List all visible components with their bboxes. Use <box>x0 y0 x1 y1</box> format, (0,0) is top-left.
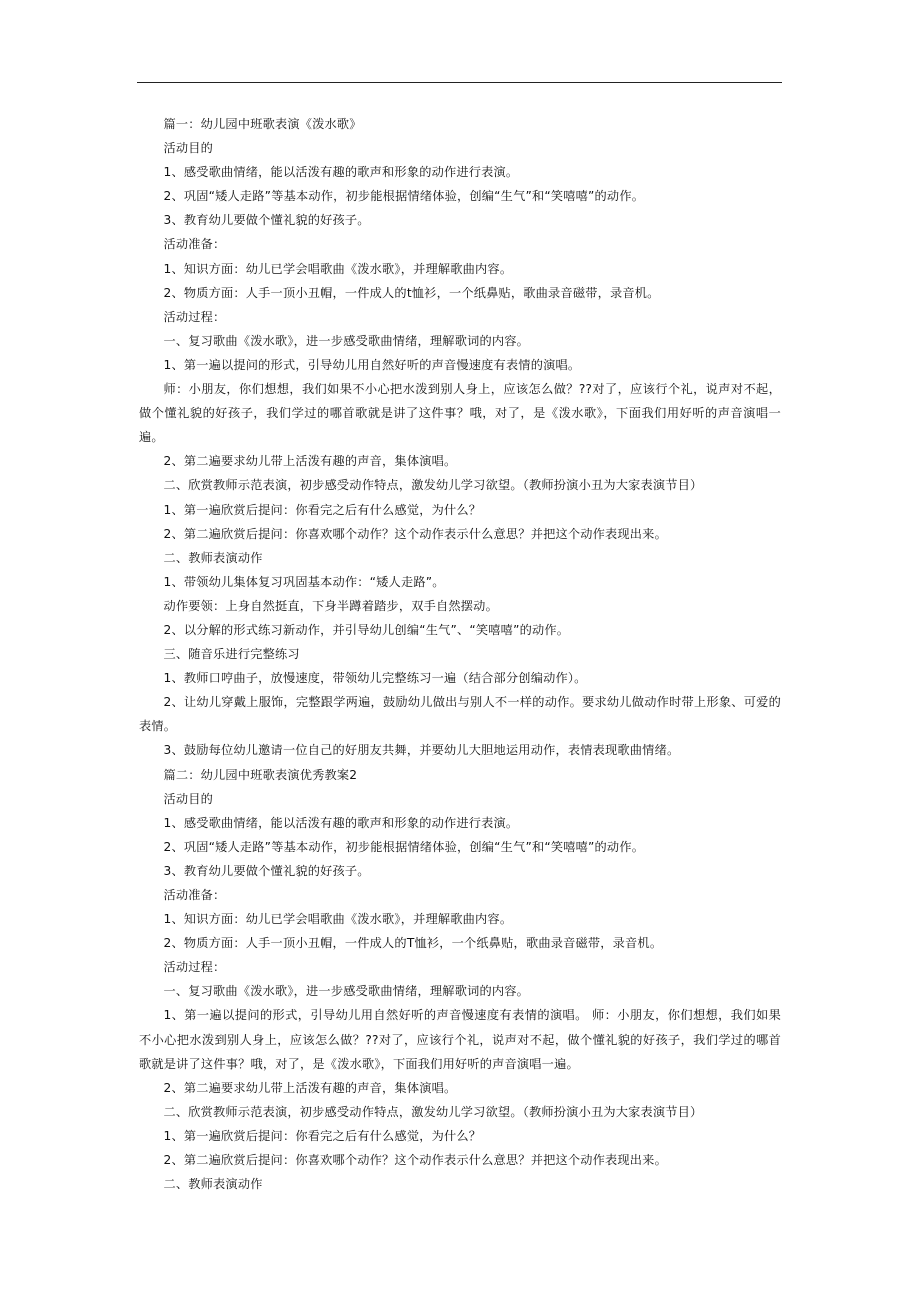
paragraph: 师：小朋友，你们想想，我们如果不小心把水泼到别人身上，应该怎么做？??对了，应该行个礼，说声对不起，做个懂礼貌的好孩子，我们学过的哪首歌就是讲了这件事？哦，对了，是《泼水歌》，下面我们用好听的声音演唱一遍。 <box>139 382 781 445</box>
paragraph: 篇一：幼儿园中班歌表演《泼水歌》 <box>163 117 362 131</box>
paragraph: 2、第二遍要求幼儿带上活泼有趣的声音，集体演唱。 <box>163 454 457 469</box>
paragraph: 1、知识方面：幼儿已学会唱歌曲《泼水歌》，并理解歌曲内容。 <box>163 912 513 927</box>
document-body <box>139 112 781 1196</box>
paragraph: 2、巩固“矮人走路”等基本动作，初步能根据情绪体验，创编“生气”和“笑嘻嘻”的动作。 <box>163 189 645 204</box>
paragraph: 2、物质方面：人手一顶小丑帽，一件成人的T恤衫，一个纸鼻贴，歌曲录音磁带，录音机。 <box>163 936 663 951</box>
paragraph: 活动目的 <box>163 141 214 156</box>
paragraph: 二、教师表演动作 <box>163 550 263 565</box>
paragraph: 2、物质方面：人手一顶小丑帽，一件成人的t恤衫，一个纸鼻贴，歌曲录音磁带，录音机。 <box>163 285 660 300</box>
paragraph: 活动过程： <box>163 309 226 324</box>
paragraph: 2、让幼儿穿戴上服饰，完整跟学两遍，鼓励幼儿做出与别人不一样的动作。要求幼儿做动作时带上形象、可爱的表情。 <box>139 695 781 734</box>
header-rule <box>137 82 782 83</box>
paragraph: 活动准备： <box>163 237 226 252</box>
paragraph: 1、感受歌曲情绪，能以活泼有趣的歌声和形象的动作进行表演。 <box>163 815 519 830</box>
paragraph: 动作要领：上身自然挺直，下身半蹲着踏步，双手自然摆动。 <box>163 598 498 613</box>
paragraph: 一、复习歌曲《泼水歌》，进一步感受歌曲情绪，理解歌词的内容。 <box>163 984 530 999</box>
paragraph: 1、第一遍以提问的形式，引导幼儿用自然好听的声音慢速度有表情的演唱。 师：小朋友，你们想想，我们如果不小心把水泼到别人身上，应该怎么做？??对了，应该行个礼，说声对不起，做个懂礼貌的好孩子，我们学过的哪首歌就是讲了这件事？哦，对了，是《泼水歌》，下面我们用好听的声音演唱一遍。 <box>139 1008 781 1071</box>
paragraph: 2、第二遍欣赏后提问：你喜欢哪个动作？这个动作表示什么意思？并把这个动作表现出来。 <box>163 526 667 541</box>
paragraph: 2、巩固“矮人走路”等基本动作，初步能根据情绪体验，创编“生气”和“笑嘻嘻”的动作。 <box>163 839 645 854</box>
paragraph: 2、第二遍欣赏后提问：你喜欢哪个动作？这个动作表示什么意思？并把这个动作表现出来。 <box>163 1153 667 1168</box>
paragraph: 二、教师表演动作 <box>163 1177 263 1192</box>
paragraph: 3、教育幼儿要做个懂礼貌的好孩子。 <box>163 213 370 228</box>
paragraph: 1、教师口哼曲子，放慢速度，带领幼儿完整练习一遍（结合部分创编动作）。 <box>163 671 587 686</box>
paragraph: 一、复习歌曲《泼水歌》，进一步感受歌曲情绪，理解歌词的内容。 <box>163 333 530 348</box>
paragraph: 活动过程： <box>163 960 226 975</box>
paragraph: 1、感受歌曲情绪，能以活泼有趣的歌声和形象的动作进行表演。 <box>163 165 519 180</box>
paragraph: 2、第二遍要求幼儿带上活泼有趣的声音，集体演唱。 <box>163 1080 457 1095</box>
paragraph: 1、第一遍欣赏后提问：你看完之后有什么感觉，为什么？ <box>163 1128 482 1143</box>
paragraph: 2、以分解的形式练习新动作，并引导幼儿创编“生气”、“笑嘻嘻”的动作。 <box>163 622 570 637</box>
paragraph: 二、欣赏教师示范表演，初步感受动作特点，激发幼儿学习欲望。（教师扮演小丑为大家表演节目） <box>163 478 703 493</box>
paragraph: 篇二：幼儿园中班歌表演优秀教案2 <box>163 767 358 782</box>
paragraph: 二、欣赏教师示范表演，初步感受动作特点，激发幼儿学习欲望。（教师扮演小丑为大家表演节目） <box>163 1104 703 1119</box>
paragraph: 3、鼓励每位幼儿邀请一位自己的好朋友共舞，并要幼儿大胆地运用动作，表情表现歌曲情绪。 <box>163 743 680 758</box>
paragraph: 1、第一遍以提问的形式，引导幼儿用自然好听的声音慢速度有表情的演唱。 <box>163 357 581 372</box>
paragraph: 三、随音乐进行完整练习 <box>163 647 300 662</box>
paragraph: 活动准备： <box>163 888 226 902</box>
paragraph: 活动目的 <box>163 791 214 806</box>
paragraph: 1、带领幼儿集体复习巩固基本动作：“矮人走路”。 <box>163 574 445 589</box>
paragraph: 1、知识方面：幼儿已学会唱歌曲《泼水歌》，并理解歌曲内容。 <box>163 261 513 276</box>
paragraph: 1、第一遍欣赏后提问：你看完之后有什么感觉，为什么？ <box>163 502 482 517</box>
paragraph: 3、教育幼儿要做个懂礼貌的好孩子。 <box>163 863 370 878</box>
